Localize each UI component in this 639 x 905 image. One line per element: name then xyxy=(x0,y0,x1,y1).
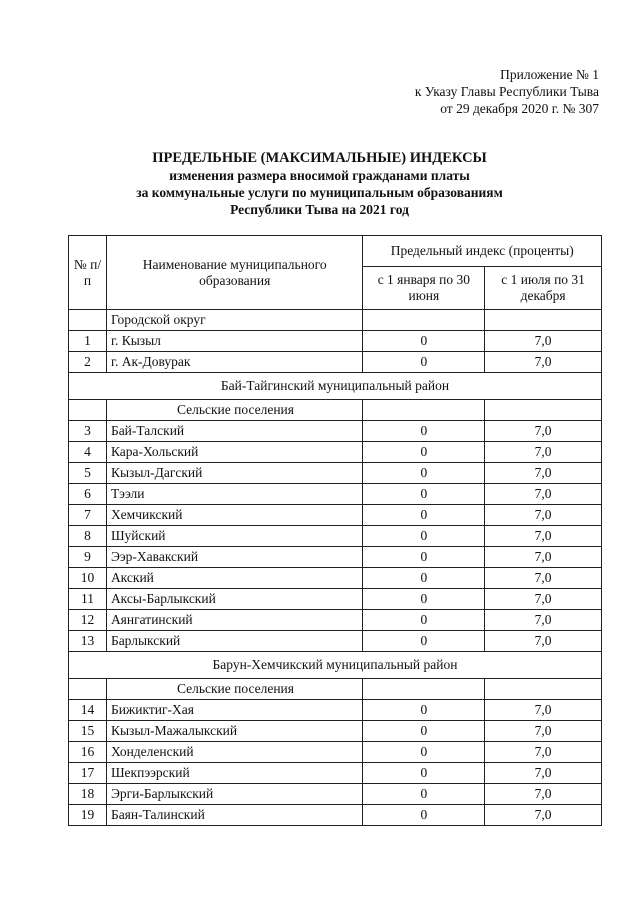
row-name: Бижиктиг-Хая xyxy=(106,700,363,721)
table-row xyxy=(69,352,602,373)
row-value-period-2: 7,0 xyxy=(485,463,602,484)
table-row xyxy=(69,610,602,631)
row-value-period-2: 7,0 xyxy=(485,805,602,826)
heading-line-3: за коммунальные услуги по муниципальным образованиям xyxy=(136,185,503,200)
empty-cell xyxy=(363,400,485,421)
row-value-period-1: 0 xyxy=(363,763,485,784)
row-value-period-2: 7,0 xyxy=(485,721,602,742)
row-value-period-1: 0 xyxy=(363,568,485,589)
row-value-period-1: 0 xyxy=(363,421,485,442)
district-row xyxy=(69,373,602,400)
table-row xyxy=(69,763,602,784)
appendix-line-1: Приложение № 1 xyxy=(500,67,599,82)
row-number: 7 xyxy=(69,505,107,526)
table-row xyxy=(69,421,602,442)
section-city-label: Городской округ xyxy=(106,310,363,331)
row-value-period-2: 7,0 xyxy=(485,331,602,352)
row-value-period-1: 0 xyxy=(363,721,485,742)
table-row xyxy=(69,463,602,484)
row-value-period-1: 0 xyxy=(363,589,485,610)
row-number: 4 xyxy=(69,442,107,463)
row-value-period-2: 7,0 xyxy=(485,700,602,721)
row-value-period-1: 0 xyxy=(363,547,485,568)
table-row xyxy=(69,547,602,568)
row-name: Аксы-Барлыкский xyxy=(106,589,363,610)
table-row xyxy=(69,568,602,589)
row-value-period-2: 7,0 xyxy=(485,589,602,610)
row-number: 5 xyxy=(69,463,107,484)
row-name: Хонделенский xyxy=(106,742,363,763)
row-value-period-1: 0 xyxy=(363,463,485,484)
table-row xyxy=(69,805,602,826)
index-table xyxy=(68,235,602,826)
table-row xyxy=(69,505,602,526)
row-number: 14 xyxy=(69,700,107,721)
heading-line-2: изменения размера вносимой гражданами платы xyxy=(169,168,470,183)
row-value-period-2: 7,0 xyxy=(485,352,602,373)
row-number: 18 xyxy=(69,784,107,805)
row-name: Кызыл-Мажалыкский xyxy=(106,721,363,742)
table-row xyxy=(69,331,602,352)
row-value-period-1: 0 xyxy=(363,526,485,547)
empty-cell xyxy=(69,310,107,331)
row-value-period-1: 0 xyxy=(363,610,485,631)
section-row xyxy=(69,679,602,700)
row-number: 1 xyxy=(69,331,107,352)
row-number: 13 xyxy=(69,631,107,652)
district-name: Барун-Хемчикский муниципальный район xyxy=(69,652,602,679)
appendix-block xyxy=(415,66,599,117)
row-name: Акский xyxy=(106,568,363,589)
row-name: Тээли xyxy=(106,484,363,505)
empty-cell xyxy=(363,310,485,331)
row-name: Эрги-Барлыкский xyxy=(106,784,363,805)
row-name: Баян-Талинский xyxy=(106,805,363,826)
row-name: г. Кызыл xyxy=(106,331,363,352)
row-value-period-1: 0 xyxy=(363,331,485,352)
row-name: Хемчикский xyxy=(106,505,363,526)
row-value-period-2: 7,0 xyxy=(485,421,602,442)
row-name: Кызыл-Дагский xyxy=(106,463,363,484)
table-header-row xyxy=(69,236,602,267)
row-value-period-2: 7,0 xyxy=(485,442,602,463)
section-row xyxy=(69,400,602,421)
table-row xyxy=(69,484,602,505)
header-index: Предельный индекс (проценты) xyxy=(363,236,602,267)
district-row xyxy=(69,652,602,679)
row-number: 15 xyxy=(69,721,107,742)
empty-cell xyxy=(69,400,107,421)
row-name: Ээр-Хавакский xyxy=(106,547,363,568)
table-row xyxy=(69,526,602,547)
row-number: 16 xyxy=(69,742,107,763)
row-name: Бай-Талский xyxy=(106,421,363,442)
row-value-period-1: 0 xyxy=(363,505,485,526)
empty-cell xyxy=(363,679,485,700)
table-row xyxy=(69,631,602,652)
row-value-period-1: 0 xyxy=(363,352,485,373)
header-num: № п/п xyxy=(69,236,107,310)
empty-cell xyxy=(69,679,107,700)
row-value-period-2: 7,0 xyxy=(485,568,602,589)
row-value-period-2: 7,0 xyxy=(485,610,602,631)
row-number: 2 xyxy=(69,352,107,373)
row-number: 10 xyxy=(69,568,107,589)
row-name: Аянгатинский xyxy=(106,610,363,631)
heading-title: ПРЕДЕЛЬНЫЕ (МАКСИМАЛЬНЫЕ) ИНДЕКСЫ xyxy=(152,150,487,166)
empty-cell xyxy=(485,679,602,700)
header-period-1: с 1 января по 30 июня xyxy=(363,267,485,310)
row-name: Кара-Хольский xyxy=(106,442,363,463)
heading-line-4: Республики Тыва на 2021 год xyxy=(230,202,409,217)
row-value-period-1: 0 xyxy=(363,805,485,826)
empty-cell xyxy=(485,310,602,331)
table-row xyxy=(69,784,602,805)
district-name: Бай-Тайгинский муниципальный район xyxy=(69,373,602,400)
empty-cell xyxy=(485,400,602,421)
row-value-period-2: 7,0 xyxy=(485,547,602,568)
row-number: 9 xyxy=(69,547,107,568)
table-row xyxy=(69,589,602,610)
rural-settlements-label: Сельские поселения xyxy=(106,679,363,700)
row-number: 19 xyxy=(69,805,107,826)
row-value-period-2: 7,0 xyxy=(485,763,602,784)
row-value-period-1: 0 xyxy=(363,700,485,721)
row-name: Шекпээрский xyxy=(106,763,363,784)
row-number: 6 xyxy=(69,484,107,505)
row-name: Шуйский xyxy=(106,526,363,547)
row-number: 8 xyxy=(69,526,107,547)
row-number: 3 xyxy=(69,421,107,442)
table-row xyxy=(69,721,602,742)
row-number: 12 xyxy=(69,610,107,631)
row-value-period-2: 7,0 xyxy=(485,505,602,526)
row-value-period-2: 7,0 xyxy=(485,784,602,805)
header-name: Наименование муниципального образования xyxy=(106,236,363,310)
row-value-period-1: 0 xyxy=(363,442,485,463)
row-value-period-1: 0 xyxy=(363,484,485,505)
appendix-line-3: от 29 декабря 2020 г. № 307 xyxy=(440,101,599,116)
section-row xyxy=(69,310,602,331)
row-value-period-2: 7,0 xyxy=(485,742,602,763)
row-value-period-2: 7,0 xyxy=(485,484,602,505)
row-name: г. Ак-Довурак xyxy=(106,352,363,373)
header-period-2: с 1 июля по 31 декабря xyxy=(485,267,602,310)
row-value-period-2: 7,0 xyxy=(485,526,602,547)
row-value-period-1: 0 xyxy=(363,631,485,652)
row-name: Барлыкский xyxy=(106,631,363,652)
table-row xyxy=(69,442,602,463)
row-value-period-1: 0 xyxy=(363,784,485,805)
row-number: 17 xyxy=(69,763,107,784)
table-row xyxy=(69,742,602,763)
table-row xyxy=(69,700,602,721)
appendix-line-2: к Указу Главы Республики Тыва xyxy=(414,84,599,99)
rural-settlements-label: Сельские поселения xyxy=(106,400,363,421)
row-value-period-2: 7,0 xyxy=(485,631,602,652)
document-heading xyxy=(0,150,639,218)
row-value-period-1: 0 xyxy=(363,742,485,763)
row-number: 11 xyxy=(69,589,107,610)
